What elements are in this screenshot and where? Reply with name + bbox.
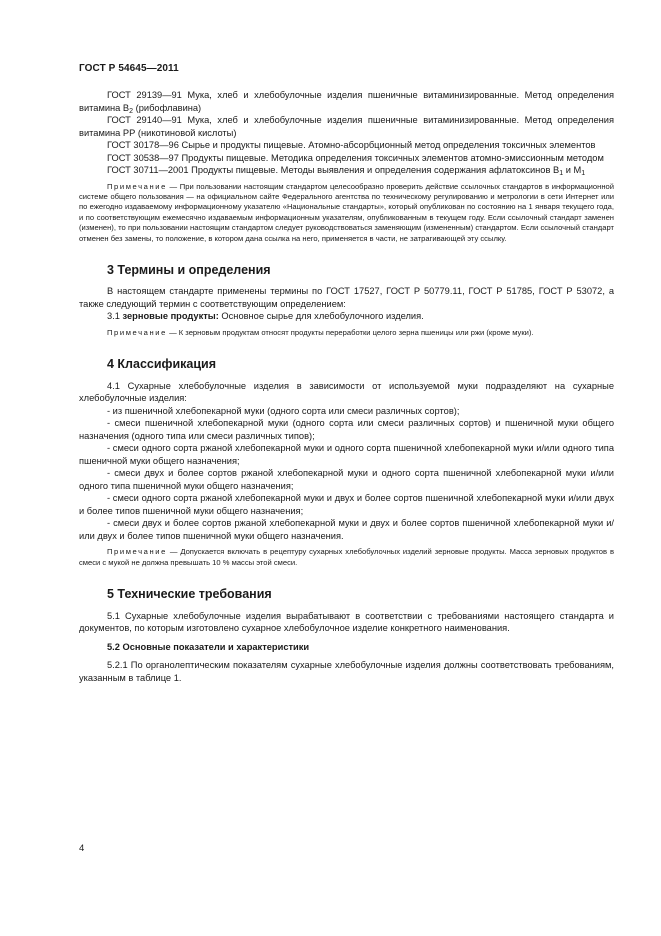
page-number: 4 <box>79 843 85 854</box>
document-code-header: ГОСТ Р 54645—2011 <box>79 63 179 74</box>
reference-gost-29140: ГОСТ 29140—91 Мука, хлеб и хлебобулочные изделия пшеничные витаминизированные. Метод определения витамина РР (никотиновой кислоты) <box>79 115 614 138</box>
section-4-title: 4 Классификация <box>107 357 217 372</box>
reference-gost-29139: ГОСТ 29139—91 Мука, хлеб и хлебобулочные изделия пшеничные витаминизированные. Метод определения витамина $В_2$ (рибофлавина) <box>79 90 614 115</box>
section-5-2-title: 5.2 Основные показатели и характеристики <box>107 641 310 652</box>
list-item: - смеси двух и более сортов ржаной хлебопекарной муки и одного сорта пшеничной хлебопекарной муки и/или одного типа пшеничной муки общего назначения; <box>79 468 614 491</box>
section-3-title: 3 Термины и определения <box>107 262 271 277</box>
section-3-paragraph: В настоящем стандарте применены термины по ГОСТ 17527, ГОСТ Р 50779.11, ГОСТ Р 51785, ГОСТ Р 53072, а также следующий термин с соответствующим определением: <box>79 286 614 309</box>
section-5-title: 5 Технические требования <box>107 587 272 602</box>
list-item: - смеси двух и более сортов ржаной хлебопекарной муки и двух и более сортов пшеничной хлебопекарной муки и/или двух и более типов пшеничной муки общего назначения. <box>79 518 614 541</box>
term-3-1: 3.1 зерновые продукты: Основное сырье для хлебобулочного изделия. <box>107 311 424 322</box>
list-item: - смеси одного сорта ржаной хлебопекарной муки и двух и более сортов пшеничной хлебопекарной муки и/или двух и более типов пшеничной муки общего назначения; <box>79 493 614 516</box>
reference-gost-30711: ГОСТ 30711—2001 Продукты пищевые. Методы выявления и определения содержания афлатоксинов $В_1$ и $М_1$ <box>107 165 586 177</box>
reference-gost-30178: ГОСТ 30178—96 Сырье и продукты пищевые. Атомно-абсорбционный метод определения токсичных элементов <box>107 140 596 150</box>
note-section-3: Примечание — К зерновым продуктам относят продукты переработки целого зерна пшеницы или ржи (кроме муки). <box>107 327 534 337</box>
note-section-4: Примечание — Допускается включать в рецептуру сухарных хлебобулочных изделий зерновые продукты. Масса зерновых продуктов в смеси с мукой не должна превышать 10 % массы этой смеси. <box>79 547 614 567</box>
list-item: - смеси пшеничной хлебопекарной муки (одного сорта или смеси различных сортов) и пшеничной муки общего назначения (одного типа или смеси различных типов); <box>79 418 614 441</box>
page-content <box>79 89 614 684</box>
list-item: - из пшеничной хлебопекарной муки (одного сорта или смеси различных сортов); <box>107 405 460 416</box>
note-references: Примечание — При пользовании настоящим стандартом целесообразно проверить действие ссылочных стандартов в информационной системе общего пользования — на официальном сайте Федерального агентства по техническому регулированию и метрологии в сети Интернет или по ежегодно издаваемому информационному указателю «Национальные стандарты», который опубликован по состоянию на 1 января текущего года, и по соответствующим ежемесячно издаваемым информационным указателям, опубликованным в текущем году. Если ссылочный стандарт заменен (изменен), то при пользовании настоящим стандартом следует руководствоваться заменяющим (измененным) стандартом. Если ссылочный стандарт отменен без замены, то положение, в котором дана ссылка на него, применяется в части, не затрагивающей эту ссылку. <box>79 181 614 243</box>
section-5-2-1-paragraph: 5.2.1 По органолептическим показателям сухарные хлебобулочные изделия должны соответствовать требованиям, указанным в таблице 1. <box>79 660 614 683</box>
section-4-paragraph: 4.1 Сухарные хлебобулочные изделия в зависимости от используемой муки подразделяют на сухарные хлебобулочные изделия: <box>79 380 614 404</box>
list-item: - смеси одного сорта ржаной хлебопекарной муки и одного сорта пшеничной хлебопекарной муки и/или одного типа пшеничной муки общего назначения; <box>79 443 614 466</box>
section-5-1-paragraph: 5.1 Сухарные хлебобулочные изделия вырабатывают в соответствии с требованиями настоящего стандарта и документов, по которым изготовлено сухарное хлебобулочное изделие конкретного наименования. <box>79 610 614 634</box>
reference-gost-30538: ГОСТ 30538—97 Продукты пищевые. Методика определения токсичных элементов атомно-эмиссионным методом <box>107 152 604 163</box>
